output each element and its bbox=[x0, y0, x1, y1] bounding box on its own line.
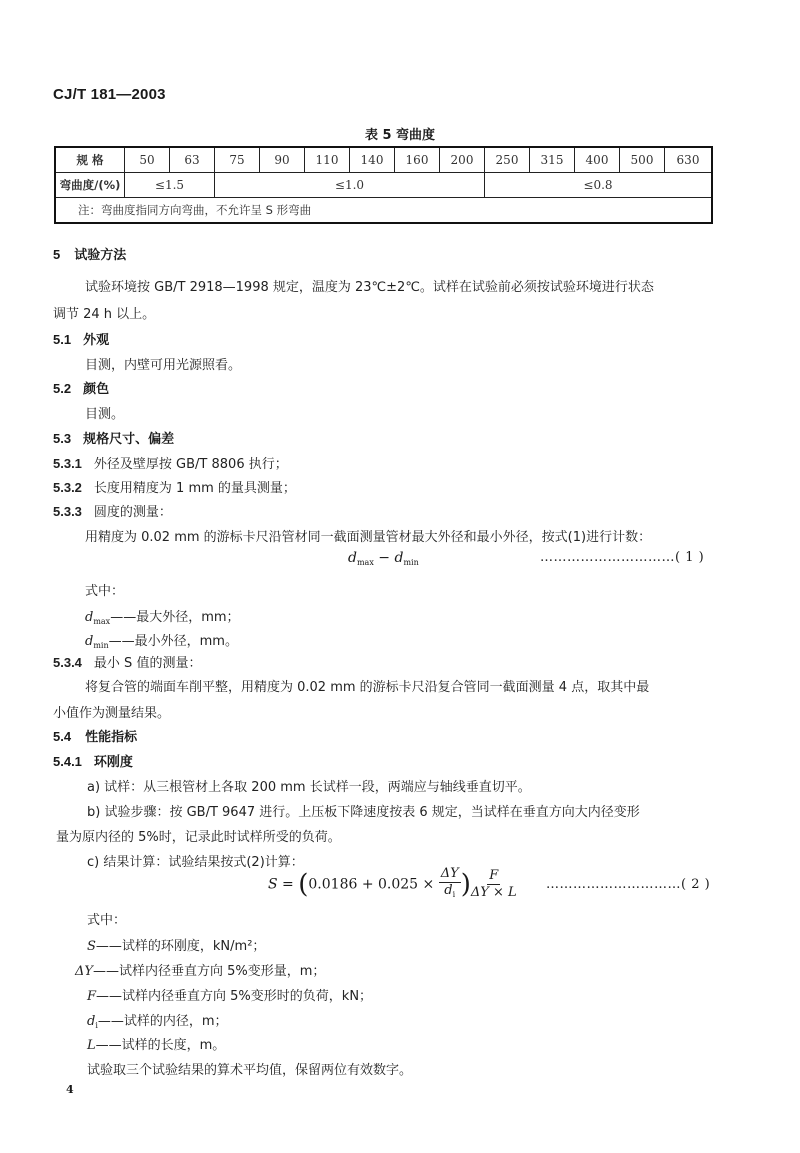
closing-text: 试验取三个试验结果的算术平均值，保留两位有效数字。 bbox=[87, 1063, 413, 1078]
formula-2: S = (0.0186 + 0.025 × $\frac{\Delta Y}{d_i}$ ) $\frac{F}{\Delta Y \times L}$ bbox=[268, 866, 517, 903]
def-F: F——试样内径垂直方向 5%变形时的负荷，kN； bbox=[87, 989, 373, 1004]
def-di: $d_i——$试样的内径，m； bbox=[87, 1014, 228, 1030]
def-dmin: $d_{min}——$最小外径，mm。 bbox=[85, 634, 238, 650]
size-cell: 90 bbox=[260, 147, 305, 173]
section-5-3-3: 5.3.3 圆度的测量： bbox=[53, 504, 172, 520]
section-5-3-3-body: 用精度为 0.02 mm 的游标卡尺沿管材同一截面测量管材最大外径和最小外径，按式(1)进行计数： bbox=[85, 530, 652, 545]
item-a: a) 试样：从三根管材上各取 200 mm 长试样一段，两端应与轴线垂直切平。 bbox=[87, 780, 531, 795]
section-5-intro-line1: 试验环境按 GB/T 2918—1998 规定，温度为 23℃±2℃。试样在试验前必须按试验环境进行状态 bbox=[85, 280, 654, 295]
section-5-2-text: 目测。 bbox=[85, 407, 125, 422]
bending-table bbox=[54, 146, 713, 224]
section-5-3-heading: 5.3 规格尺寸、偏差 bbox=[53, 431, 175, 447]
where-label-2: 式中： bbox=[87, 913, 127, 928]
page-number: 4 bbox=[66, 1083, 74, 1096]
bending-value-cell: ≤1.5 bbox=[125, 173, 215, 198]
table-title: 表 5 弯曲度 bbox=[364, 128, 436, 143]
size-cell: 200 bbox=[440, 147, 485, 173]
size-cell: 630 bbox=[665, 147, 713, 173]
item-b-line1: b) 试验步骤：按 GB/T 9647 进行。上压板下降速度按表 6 规定，当试样在垂直方向大内径变形 bbox=[87, 805, 640, 820]
section-5-1-text: 目测，内壁可用光源照看。 bbox=[85, 358, 242, 373]
where-label-1: 式中： bbox=[85, 584, 125, 599]
section-5-4-1-heading: 5.4.1 环刚度 bbox=[53, 754, 133, 770]
size-cell: 315 bbox=[530, 147, 575, 173]
size-cell: 50 bbox=[125, 147, 170, 173]
section-5-3-1: 5.3.1 外径及壁厚按 GB/T 8806 执行； bbox=[53, 456, 288, 472]
def-deltaY: ΔY——试样内径垂直方向 5%变形量，m； bbox=[75, 964, 326, 979]
size-cell: 160 bbox=[395, 147, 440, 173]
section-5-3-4: 5.3.4 最小 S 值的测量： bbox=[53, 655, 202, 671]
section-5-2-heading: 5.2 颜色 bbox=[53, 381, 110, 397]
table-row-bending bbox=[55, 173, 712, 198]
standard-code: CJ/T 181—2003 bbox=[53, 86, 166, 103]
size-cell: 400 bbox=[575, 147, 620, 173]
def-dmax: $d_{max}——$最大外径，mm； bbox=[85, 610, 240, 626]
item-b-line2: 量为原内径的 5%时，记录此时试样所受的负荷。 bbox=[56, 830, 341, 845]
size-cell: 75 bbox=[215, 147, 260, 173]
fraction-f-dyl: $\frac{F}{\Delta Y \times L}$ bbox=[470, 868, 517, 900]
section-5-3-4-body-line2: 小值作为测量结果。 bbox=[53, 706, 171, 721]
section-5-intro-line2: 调节 24 h 以上。 bbox=[53, 307, 156, 322]
section-5-3-4-body-line1: 将复合管的端面车削平整，用精度为 0.02 mm 的游标卡尺沿复合管同一截面测量 4 点，取其中最 bbox=[85, 680, 650, 695]
fraction-dy-di: $\frac{\Delta Y}{d_i}$ bbox=[440, 866, 459, 899]
row-header-size: 规 格 bbox=[55, 147, 125, 173]
size-cell: 250 bbox=[485, 147, 530, 173]
bending-value-cell: ≤1.0 bbox=[215, 173, 485, 198]
section-5-1-heading: 5.1 外观 bbox=[53, 332, 110, 348]
size-cell: 140 bbox=[350, 147, 395, 173]
table-row-sizes bbox=[55, 147, 712, 173]
bending-value-cell: ≤0.8 bbox=[485, 173, 713, 198]
section-5-heading: 5 试验方法 bbox=[53, 247, 127, 263]
row-header-bending: 弯曲度/(%) bbox=[55, 173, 125, 198]
item-c: c) 结果计算：试验结果按式(2)计算： bbox=[87, 855, 304, 870]
section-5-4-heading: 5.4 性能指标 bbox=[53, 729, 138, 745]
def-S: S——试样的环刚度，kN/m²； bbox=[87, 939, 266, 954]
size-cell: 500 bbox=[620, 147, 665, 173]
size-cell: 110 bbox=[305, 147, 350, 173]
def-L: L——试样的长度，m。 bbox=[87, 1038, 226, 1053]
section-5-3-2: 5.3.2 长度用精度为 1 mm 的量具测量； bbox=[53, 480, 296, 496]
formula-1: $d_{max} - d_{min}$ bbox=[348, 550, 419, 567]
formula-2-number: …………………………( 2 ) bbox=[546, 877, 711, 892]
formula-1-number: …………………………( 1 ) bbox=[540, 550, 705, 565]
size-cell: 63 bbox=[170, 147, 215, 173]
table-row-note bbox=[55, 198, 712, 224]
table-note: 注：弯曲度指同方向弯曲，不允许呈 S 形弯曲 bbox=[55, 198, 712, 224]
